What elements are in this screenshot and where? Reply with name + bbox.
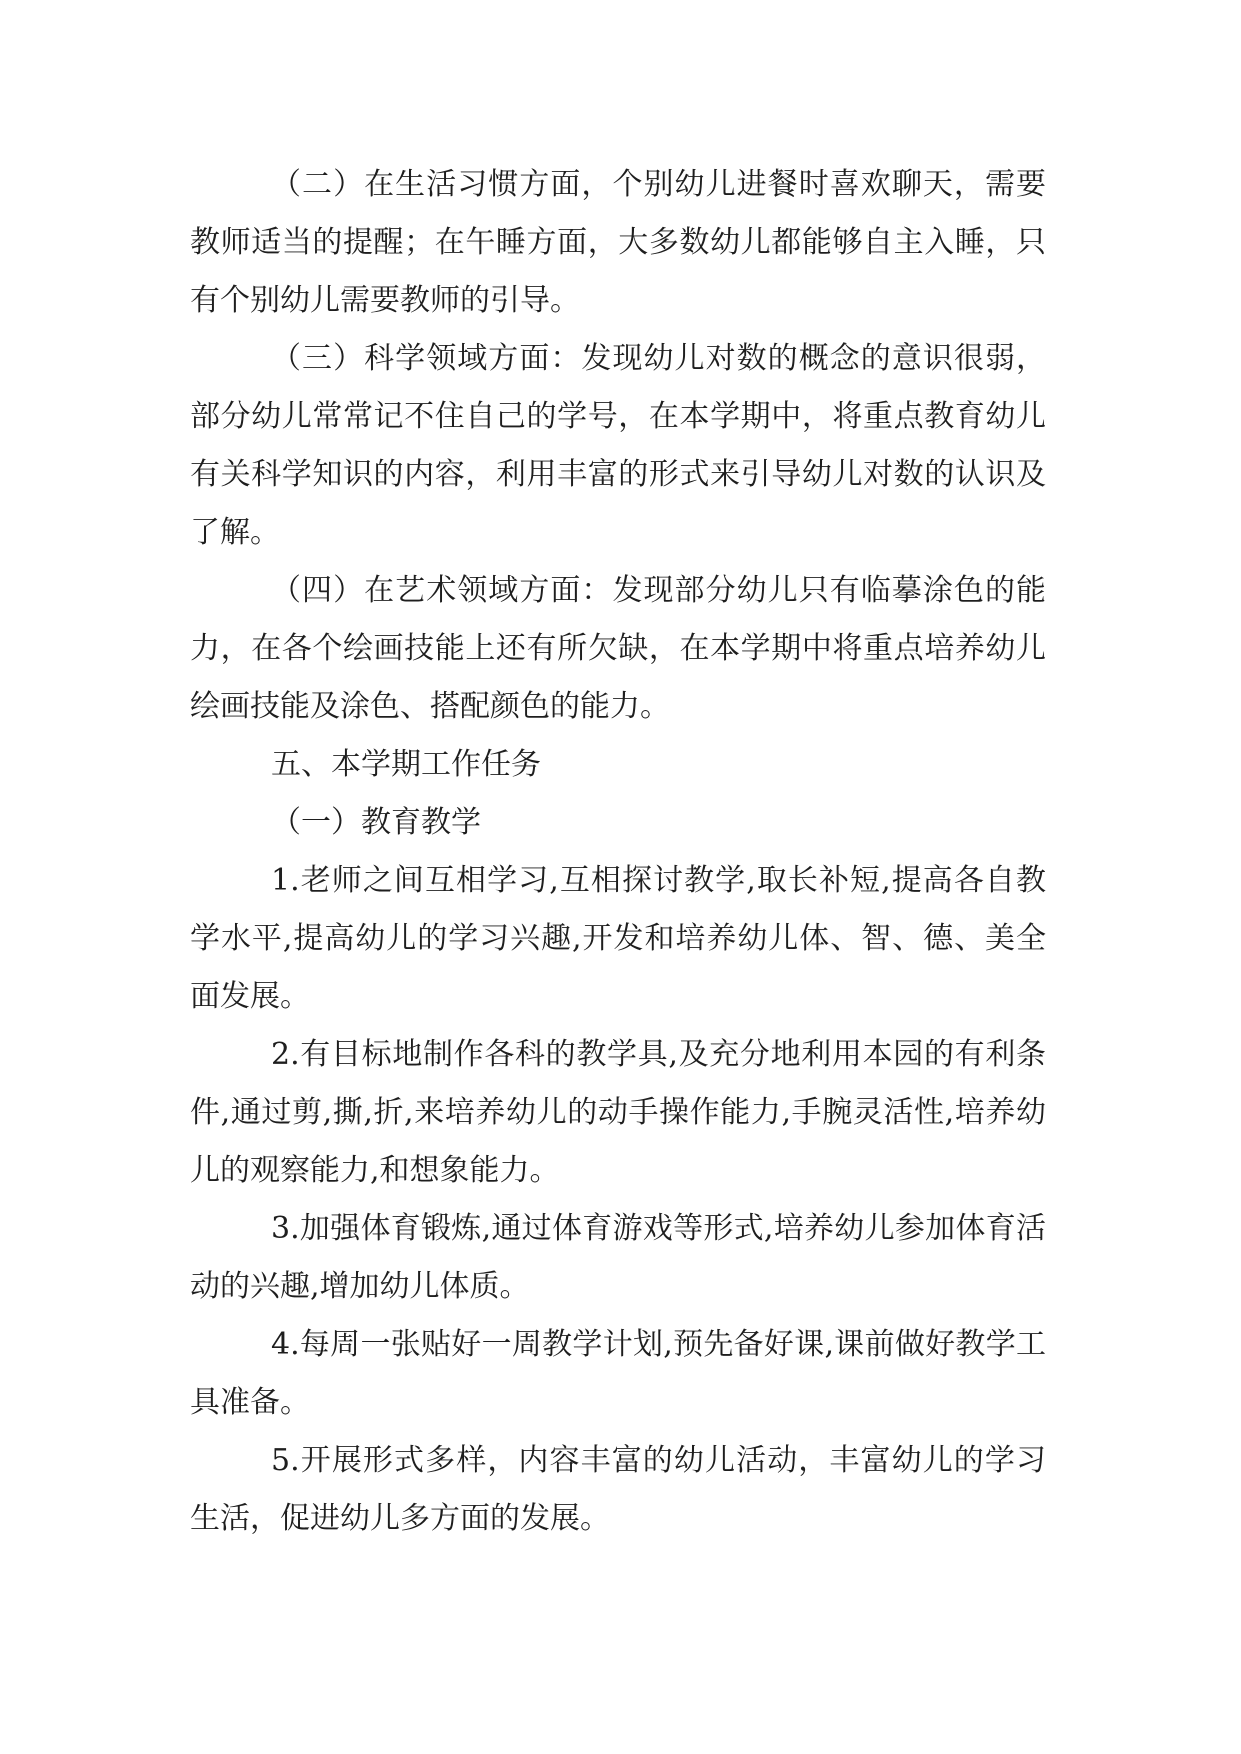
subsection-heading-teaching: （一）教育教学	[271, 805, 481, 840]
paragraph-science-domain: （三）科学领域方面：发现幼儿对数的概念的意识很弱，部分幼儿常常记不住自己的学号，在本学期中，将重点教育幼儿有关科学知识的内容，利用丰富的形式来引导幼儿对数的认识及了解。	[190, 341, 1046, 550]
list-item-4: 4.每周一张贴好一周教学计划,预先备好课,课前做好教学工具准备。	[190, 1327, 1046, 1420]
paragraph-living-habits: （二）在生活习惯方面，个别幼儿进餐时喜欢聊天，需要教师适当的提醒；在午睡方面，大多数幼儿都能够自主入睡，只有个别幼儿需要教师的引导。	[190, 167, 1046, 318]
list-item-5: 5.开展形式多样，内容丰富的幼儿活动，丰富幼儿的学习生活，促进幼儿多方面的发展。	[190, 1443, 1046, 1536]
list-item-1: 1.老师之间互相学习,互相探讨教学,取长补短,提高各自教学水平,提高幼儿的学习兴趣,开发和培养幼儿体、智、德、美全面发展。	[190, 863, 1046, 1014]
list-item-3: 3.加强体育锻炼,通过体育游戏等形式,培养幼儿参加体育活动的兴趣,增加幼儿体质。	[190, 1211, 1046, 1304]
paragraph-art-domain: （四）在艺术领域方面：发现部分幼儿只有临摹涂色的能力，在各个绘画技能上还有所欠缺，在本学期中将重点培养幼儿绘画技能及涂色、搭配颜色的能力。	[190, 573, 1046, 724]
list-item-2: 2.有目标地制作各科的教学具,及充分地利用本园的有利条件,通过剪,撕,折,来培养幼儿的动手操作能力,手腕灵活性,培养幼儿的观察能力,和想象能力。	[190, 1037, 1046, 1188]
section-heading-work-tasks: 五、本学期工作任务	[271, 747, 541, 782]
document-body	[190, 156, 1046, 1548]
